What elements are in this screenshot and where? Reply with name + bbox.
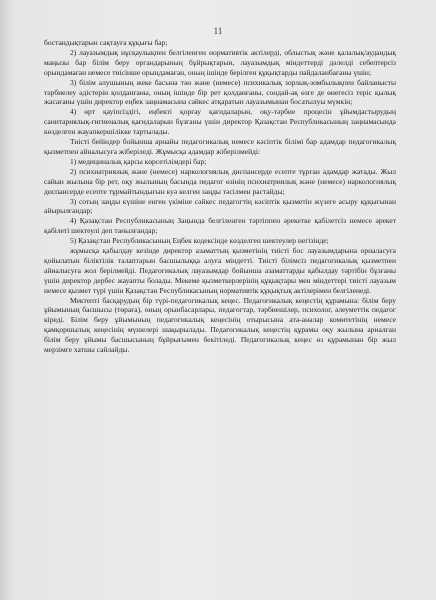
paragraph: 3) сотың заңды күшіне енген үкіміне сәйкес педагогтің кәсіптік қызметін жүзеге асыру құқығынан айырылғандар; — [44, 196, 396, 216]
paragraph: 4) Қазақстан Республикасының Заңында белгіленген тәртіппен әрекетке қабілетсіз немесе әрекет қабілеті шектеулі деп танылғандар; — [44, 216, 396, 236]
paragraph: 5) Қазақстан Республикасының Еңбек кодексінде көзделген шектеулер негізінде; — [70, 236, 329, 246]
document-body — [44, 38, 396, 355]
paragraph: бостандықтарын сақтауға құқығы бар; — [44, 38, 168, 47]
paragraph: Мектепті басқарудың бір түрі-педагогикалық кеңес. Педагогикалық кеңестің құрамына: білім беру ұйымының басшысы (төраға), оның орынбасарлары, педагогтар, тәрбиешілер, психолог, әлеуметтік педагог кіреді. Білім беру ұйымының педагогикалық кеңесінің отырысына ата-аналар комитетінің немесе қамқоршылық кеңесінің мүшелері шақырылады. Педагогикалық кеңестің құрамы оқу жылына арналған білім беру ұйымы басшысының бұйрығымен бекітіледі. Педагогикалық кеңес өз құрамынан бір жыл мерзімге хатшы сайлайды. — [44, 295, 396, 355]
paragraph: 3) білім алушының жеке басына тән және (немесе) психикалық зорлық-зомбылықпен байланысты тәрбиелеу әдістерін қолданғаны, оның ішінде бір рет қолданғаны, сондай-ақ өзге де өнегесіз теріс қылық жасағаны үшін директор еңбек заңнамасына сәйкес атқаратын лауазымынан босатылуы мүмкін; — [44, 77, 396, 107]
page-number: 11 — [213, 26, 223, 36]
paragraph: 1) медициналық қарсы көрсетілімдері бар; — [70, 156, 207, 166]
paragraph: 2) психиатриялық және (немесе) наркологиялық диспансерде есепте тұрған адамдар жатады. Жыл сайын жылына бір рет, оқу жылының басында педагог өзінің психиатриялық және (немесе) наркологиялық диспансерде есепте тұрмайтындығын куә келген заңды тәсілмен растайды; — [44, 166, 396, 196]
paragraph: 4) өрт қауіпсіздігі, еңбекті қорғау қағидаларын, оқу-тәрбие процесін ұйымдастырудың санитариялық-гигиеналық қағидаларын бұзғаны үшін директор Қазақстан Республикасының заңнамасында көзделген жауапкершілікке тартылады. — [44, 107, 396, 137]
paragraph: Тиісті бейіндер бойынша арнайы педагогикалық немесе кәсіптік білімі бар адамдар педагогикалық қызметпен айналысуға жіберіледі. Жұмысқа адамдар жіберілмейді: — [44, 137, 396, 156]
paragraph: жұмысқа қабылдау кезінде директор азаматтың қызметінің тиісті бос лауазымдарына орналасуға қойылатын біліктілік талаптарын басшылыққа алуға міндетті. Тиісті білімсіз педагогикалық қызметпен айналысуға жол берілмейді. Педагогикалық лауазымдар бойынша азаматтарды қабылдау тәртібін бұзғаны үшін директор дербес жауапты болады. Мекеме қызметкерлерінің құқықтары мен міндеттері тиісті лауазым немесе қызмет түрі үшін Қазақстан Республикасының нормативтік құқықтық актілерімен белгіленеді. — [44, 246, 396, 295]
paragraph: 2) лауазымдық нұсқаулықпен белгіленген нормативтік актілерді, облыстық және қалалық/аудандық маңызы бар білім беру органдарының бұйрықтарын, лауазымдық міндеттерді дәлелді себептерсіз орындамаған немесе тиісінше орындамаған, оның ішінде берілген құқықтарды пайдаланбағаны үшін; — [44, 47, 396, 77]
